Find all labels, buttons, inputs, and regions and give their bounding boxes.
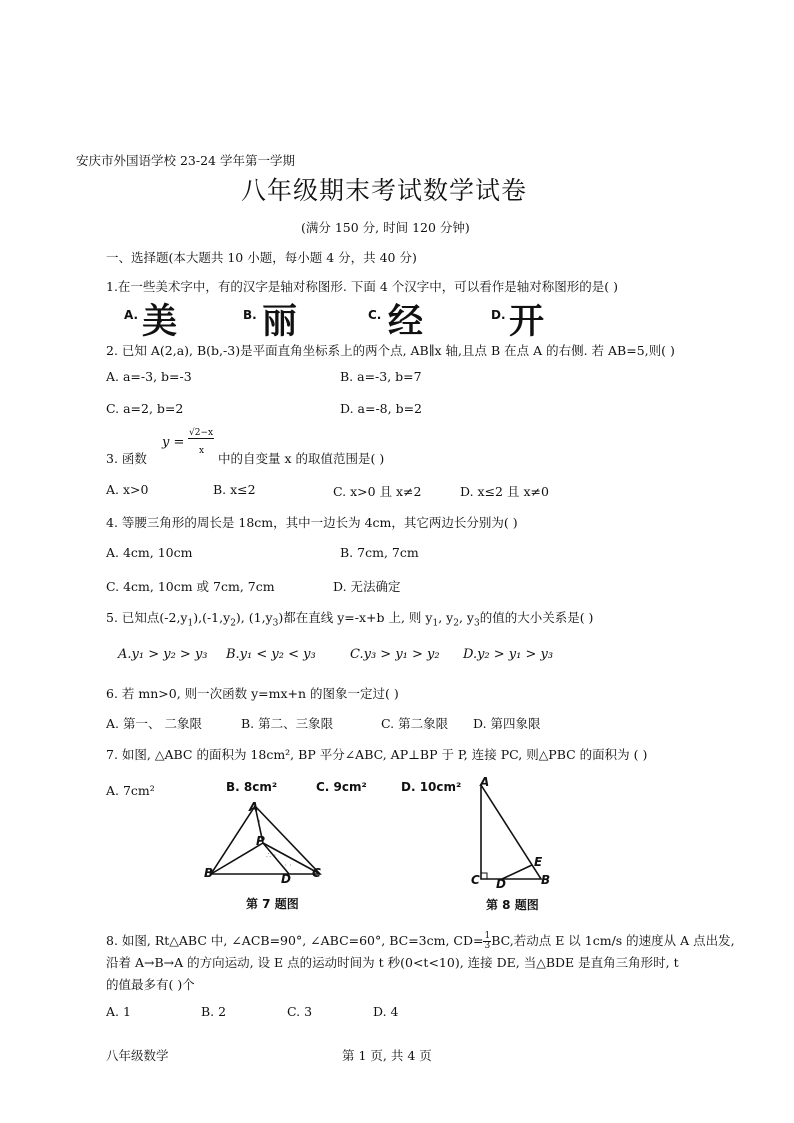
school-term: 安庆市外国语学校 23-24 学年第一学期	[76, 153, 295, 168]
fig7-label-c: C	[312, 866, 321, 880]
exam-title: 八年级期末考试数学试卷	[241, 176, 528, 205]
svg-text:∴ ·: ∴ ·	[266, 851, 277, 860]
section-heading: 一、选择题(本大题共 10 小题，每小题 4 分，共 40 分)	[106, 250, 417, 265]
q6-option-b: B. 第二、三象限	[241, 716, 334, 731]
footer-page-number: 第 1 页, 共 4 页	[342, 1048, 432, 1063]
figure-8-caption: 第 8 题图	[486, 898, 539, 912]
question-8-line-1: 8. 如图, Rt△ABC 中, ∠ACB=90°, ∠ABC=60°, BC=3cm, CD= $\frac{1}{3}$ BC,若动点 E 以 1cm/s 的速度从 A 点出发,	[106, 931, 735, 951]
fig7-label-p: P	[256, 834, 265, 848]
fig7-label-a: A	[249, 800, 259, 814]
q3-option-d: D. x≤2 且 x≠0	[460, 484, 549, 499]
segment-de	[502, 865, 532, 879]
question-7-stem: 7. 如图, △ABC 的面积为 18cm², BP 平分∠ABC, AP⊥BP 于 P, 连接 PC, 则△PBC 的面积为 ( )	[106, 747, 648, 762]
q3-option-c: C. x>0 且 x≠2	[333, 484, 422, 499]
fig7-label-d: D	[281, 872, 291, 886]
svg-text:· ·: · ·	[284, 861, 292, 870]
q3-option-b: B. x≤2	[213, 482, 256, 497]
q1-option-a-label: A.	[124, 308, 139, 322]
q2-option-d: D. a=-8, b=2	[340, 401, 423, 416]
q8-fraction: $\frac{1}{3}$	[484, 931, 491, 951]
q8-option-a: A. 1	[106, 1004, 131, 1019]
right-angle-mark	[481, 873, 487, 879]
exam-subtitle: (满分 150 分, 时间 120 分钟)	[301, 220, 470, 235]
triangle-abc	[481, 785, 541, 879]
q2-option-b: B. a=-3, b=7	[340, 369, 422, 384]
question-2-stem: 2. 已知 A(2,a), B(b,-3)是平面直角坐标系上的两个点, AB∥x 轴,且点 B 在点 A 的右侧. 若 AB=5,则( )	[106, 343, 675, 358]
question-3-prefix: 3. 函数	[106, 451, 147, 466]
footer-subject: 八年级数学	[106, 1048, 169, 1063]
question-5-stem: 5. 已知点$(-2,y_1),(-1,y_2)$, $(1,y_3)$都在直线 y=-x+b 上, 则 $y_1$, $y_2$, $y_3$的值的大小关系是( )	[106, 610, 594, 629]
q7-option-a: A. 7cm²	[106, 783, 155, 798]
question-8-line-3: 的值最多有( )个	[106, 977, 195, 992]
q4-option-a: A. 4cm, 10cm	[106, 545, 193, 560]
q5-option-c: C.y₃ > y₁ > y₂	[350, 647, 440, 662]
q4-option-c: C. 4cm, 10cm 或 7cm, 7cm	[106, 579, 275, 594]
fig8-label-c: C	[471, 873, 480, 887]
fig8-label-b: B	[541, 873, 551, 887]
fig8-label-a: A	[480, 775, 490, 789]
q3-fraction-denominator: x	[199, 446, 205, 456]
q7-option-c: C. 9cm²	[316, 780, 367, 794]
q4-option-d: D. 无法确定	[333, 579, 401, 594]
q5-option-a: A.y₁ > y₂ > y₃	[118, 647, 208, 662]
q8-option-b: B. 2	[201, 1004, 227, 1019]
q7-option-d: D. 10cm²	[401, 780, 462, 794]
q8-option-d: D. 4	[373, 1004, 399, 1019]
question-1-stem: 1.在一些美术字中，有的汉字是轴对称图形. 下面 4 个汉字中，可以看作是轴对称图形的是( )	[106, 279, 619, 294]
q6-option-a: A. 第一、 二象限	[106, 716, 202, 731]
q5-option-b: B.y₁ < y₂ < y₃	[226, 647, 316, 662]
fig8-label-e: E	[534, 855, 543, 869]
q1-option-d-char: 开	[509, 302, 545, 342]
question-8-line-2: 沿着 A→B→A 的方向运动, 设 E 点的运动时间为 t 秒(0<t<10), 连接 DE, 当△BDE 是直角三角形时, t	[106, 955, 679, 970]
q8-option-c: C. 3	[287, 1004, 313, 1019]
q4-option-b: B. 7cm, 7cm	[340, 545, 419, 560]
q1-option-b-label: B.	[243, 308, 257, 322]
q6-option-c: C. 第二象限	[381, 716, 449, 731]
q1-option-c-char: 经	[388, 302, 424, 342]
q3-option-a: A. x>0	[106, 482, 149, 497]
question-4-stem: 4. 等腰三角形的周长是 18cm，其中一边长为 4cm，其它两边长分别为( )	[106, 515, 518, 530]
question-3-suffix: 中的自变量 x 的取值范围是( )	[218, 451, 385, 466]
q3-function-y: y =	[162, 435, 185, 450]
q7-option-b: B. 8cm²	[226, 780, 278, 794]
q1-option-d-label: D.	[491, 308, 506, 322]
q6-option-d: D. 第四象限	[473, 716, 541, 731]
svg-text:·: ·	[258, 817, 261, 827]
q1-option-a-char: 美	[142, 302, 178, 342]
fig8-label-d: D	[496, 877, 506, 891]
figure-7-caption: 第 7 题图	[246, 897, 299, 911]
fig7-label-b: B	[204, 866, 214, 880]
question-6-stem: 6. 若 mn>0, 则一次函数 y=mx+n 的图象一定过( )	[106, 686, 399, 701]
q1-option-b-char: 丽	[262, 302, 298, 342]
q1-option-c-label: C.	[368, 308, 382, 322]
q2-option-a: A. a=-3, b=-3	[106, 369, 192, 384]
q2-option-c: C. a=2, b=2	[106, 401, 184, 416]
q3-fraction-numerator: √2−x	[189, 428, 214, 438]
q5-option-d: D.y₂ > y₁ > y₃	[463, 647, 554, 662]
